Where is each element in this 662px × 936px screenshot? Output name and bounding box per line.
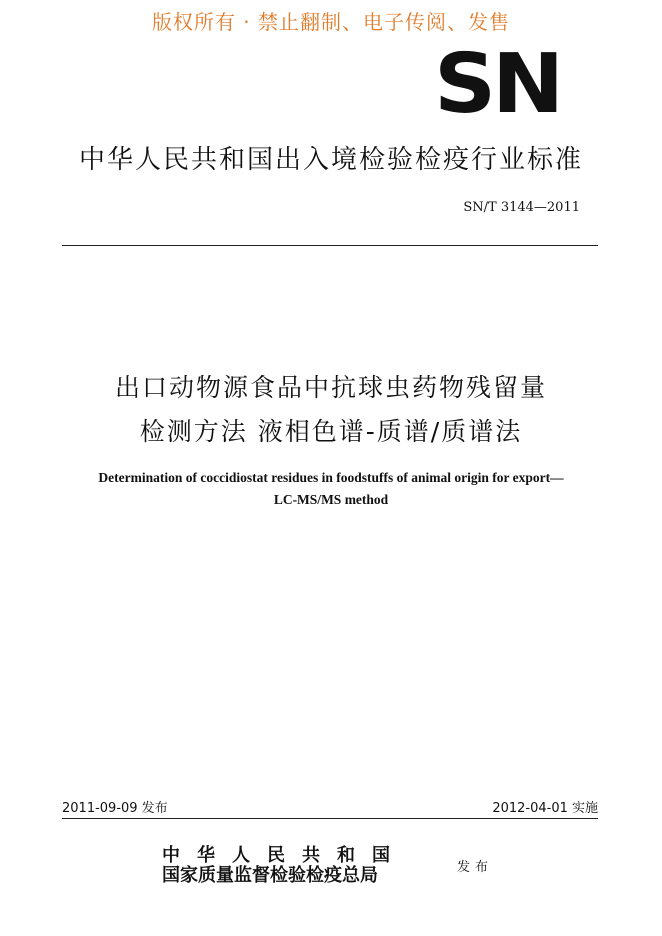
sn-logo-text: SN [434, 46, 560, 114]
sn-logo [432, 46, 562, 114]
implementation-date: 2012-04-01 实施 [492, 801, 598, 816]
issuer-line2: 国家质量监督检验检疫总局 [162, 865, 378, 886]
copyright-notice: 版权所有 · 禁止翻制、电子传阅、发售 [151, 10, 511, 34]
issuing-body-title: 中华人民共和国出入境检验检疫行业标准 [78, 145, 583, 175]
standard-number: SN/T 3144—2011 [463, 200, 580, 215]
title-cn-line1: 出口动物源食品中抗球虫药物残留量 [114, 373, 547, 402]
issuer-line1: 中华人民共和国 [162, 845, 407, 866]
footer-divider [62, 818, 598, 819]
title-en-line2: LC-MS/MS method [273, 492, 389, 507]
header-divider [62, 245, 598, 246]
title-en-line1: Determination of coccidiostat residues in foodstuffs of animal origin for export— [98, 470, 564, 485]
publish-label: 发布 [457, 860, 494, 875]
issuer-block [162, 846, 442, 886]
issue-date: 2011-09-09 发布 [62, 801, 168, 816]
title-cn-line2: 检测方法 液相色谱-质谱/质谱法 [139, 417, 523, 446]
